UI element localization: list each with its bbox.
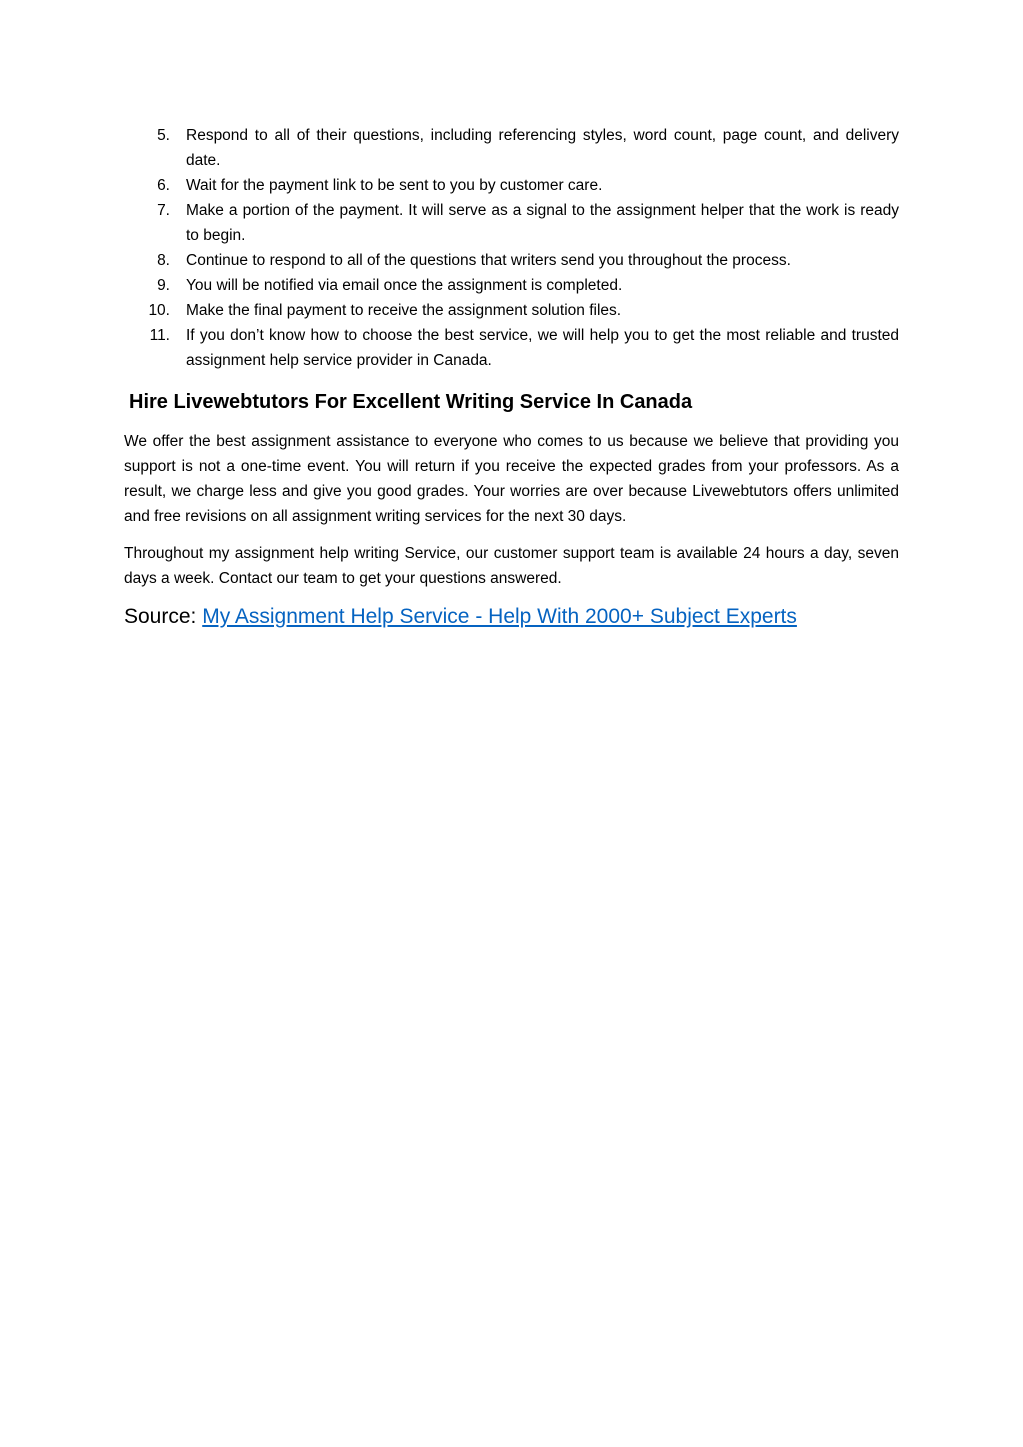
list-item-text: Make a portion of the payment. It will serve as a signal to the assignment helper that the work is ready to begin. — [186, 202, 899, 244]
list-item — [124, 298, 899, 323]
list-item-number: 11. — [149, 327, 170, 344]
list-item-text: Continue to respond to all of the questions that writers send you throughout the process. — [186, 252, 791, 269]
list-item-text: You will be notified via email once the assignment is completed. — [186, 277, 623, 294]
list-item-number: 6. — [157, 177, 170, 194]
list-item — [124, 248, 899, 273]
list-item-number: 7. — [157, 202, 170, 219]
list-item — [124, 323, 899, 373]
source-link[interactable]: My Assignment Help Service - Help With 2000+ Subject Experts — [202, 605, 797, 628]
list-item-number: 9. — [157, 277, 170, 294]
list-item-number: 10. — [148, 302, 170, 319]
body-paragraph: Throughout my assignment help writing Service, our customer support team is available 24 hours a day, seven days a week. Contact our team to get your questions answered. — [124, 545, 899, 587]
list-item — [124, 273, 899, 298]
numbered-steps-list — [124, 123, 899, 373]
list-item — [124, 173, 899, 198]
list-item-number: 5. — [157, 127, 170, 144]
section-heading: Hire Livewebtutors For Excellent Writing Service In Canada — [129, 391, 693, 413]
page-content — [124, 123, 899, 632]
source-label: Source: — [124, 605, 197, 628]
list-item — [124, 198, 899, 248]
list-item — [124, 123, 899, 173]
source-line — [124, 602, 899, 632]
list-item-text: If you don’t know how to choose the best service, we will help you to get the most reliable and trusted assignment help service provider in Canada. — [186, 327, 899, 369]
list-item-text: Respond to all of their questions, including referencing styles, word count, page count, and delivery date. — [186, 127, 899, 169]
list-item-text: Make the final payment to receive the assignment solution files. — [186, 302, 622, 319]
list-item-text: Wait for the payment link to be sent to you by customer care. — [186, 177, 603, 194]
body-paragraph: We offer the best assignment assistance to everyone who comes to us because we believe that providing you support is not a one-time event. You will return if you receive the expected grades from your professors. As a result, we charge less and give you good grades. Your worries are over because Livewebtutors offers unlimited and free revisions on all assignment writing services for the next 30 days. — [124, 433, 899, 525]
list-item-number: 8. — [157, 252, 170, 269]
